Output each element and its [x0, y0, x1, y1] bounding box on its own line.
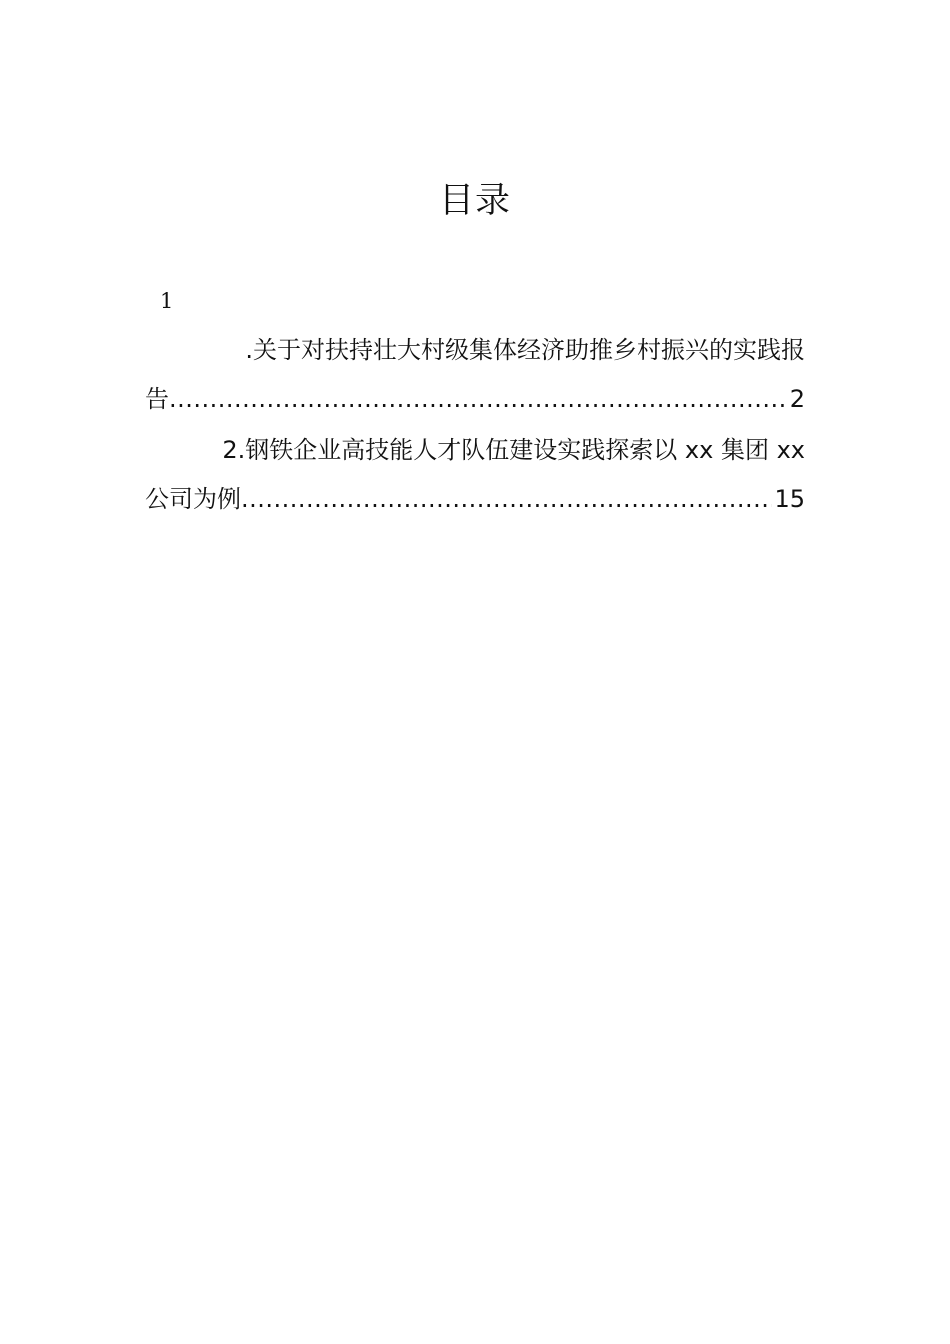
stray-page-number: 1 — [160, 289, 174, 313]
toc-entry-1-title-start: .关于对扶持壮大村级集体经济助推乡村振兴的实践报 — [245, 336, 805, 364]
toc-entry-1-leader-dots — [169, 383, 788, 415]
toc-entry-1-line-2[interactable] — [145, 383, 805, 415]
toc-entry-2-title-end: 公司为例 — [145, 485, 241, 513]
toc-entry-2-line-2[interactable] — [145, 483, 805, 515]
toc-title: 目录 — [438, 181, 511, 221]
toc-entry-2-leader-dots — [241, 483, 772, 515]
toc-entry-2-line-1[interactable] — [145, 434, 805, 466]
toc-entry-1-title-end: 告 — [145, 385, 169, 413]
toc-entry-2-title-start: 2.钢铁企业高技能人才队伍建设实践探索以 xx 集团 xx — [222, 436, 805, 464]
toc-entry-1-page-number: 2 — [789, 385, 805, 413]
toc-entry-1-line-1[interactable] — [145, 334, 805, 366]
toc-entry-2-page-number: 15 — [774, 485, 805, 513]
